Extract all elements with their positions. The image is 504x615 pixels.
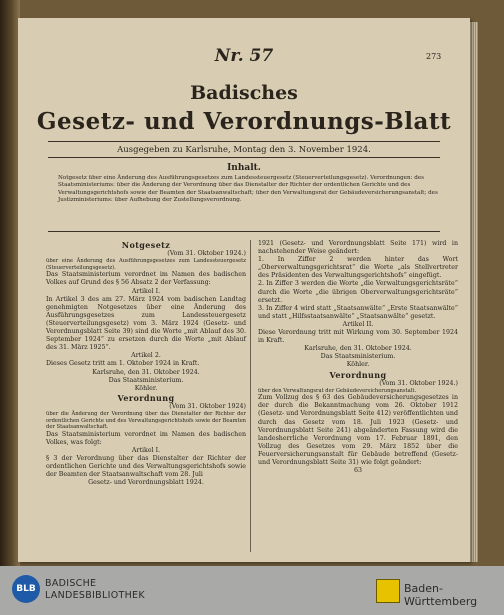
masthead-title: Gesetz- und Verordnungs-Blatt [36,108,452,135]
left_column-paragraph: über die Änderung der Verordnung über das Dienstalter der Richter der ordentlichen Gerichte und des Verwaltungsgerichtshofs sowie der Beamten der Staatsanwaltschaft. [46,410,246,431]
blb-logo: BLB [12,575,40,603]
right_column-paragraph: Köhler. [346,361,370,369]
right_column-paragraph: Karlsruhe, den 31. Oktober 1924. [304,345,412,353]
bw-crest-icon [376,579,400,603]
right_column-paragraph: 1. In Ziffer 2 werden hinter das Wort „Oberverwaltungsgerichtsrat“ die Worte „als Stellvertreter des Präsidenten des Verwaltungsgerichtshofs“ eingefügt. [258,256,458,280]
left_column-paragraph: Das Staatsministerium verordnet im Namen des badischen Volkes auf Grund des § 56 Absatz 2 der Verfassung: [46,271,246,287]
right_column-paragraph: 63 [353,467,362,475]
right_column-paragraph: 1921 (Gesetz- und Verordnungsblatt Seite 171) wird in nachstehender Weise geändert: [258,240,458,256]
right_column-paragraph: Artikel II. [342,320,374,328]
left_column-paragraph: § 3 der Verordnung über das Dienstalter der Richter der ordentlichen Gerichte und des Verwaltungsgerichtshofs sowie der Beamten der Staatsanwaltschaft vom 28. Juli [46,455,246,479]
right_column-paragraph: (Vom 31. Oktober 1924.) [379,379,458,387]
right_column-paragraph: Zum Vollzug des § 63 des Gebäudeversicherungsgesetzes in der durch die Bekanntmachung vom 26. Oktober 1912 (Gesetz- und Verordnungsblatt Seite 412) veröffentlichten und durch das Gesetz vom 18. Juli 1923 (Gesetz- und Verordnungsblatt Seite 241) abgeänderten Fassung wird die landesherrliche Verordnung vom 17. Februar 1891, den Vollzug des Gesetzes vom 29. März 1852 über die Feuerversicherungsanstalt für Gebäude betreffend (Gesetz- und Verordnungsblatt Seite 31) wie folgt geändert: [258,394,458,467]
right_column-paragraph: Das Staatsministerium. [320,353,396,361]
book-binding [0,0,20,566]
left_column-paragraph: Karlsruhe, den 31. Oktober 1924. [92,368,200,376]
left_column-heading: Notgesetz [121,240,171,250]
issue-date-line: Ausgegeben zu Karlsruhe, Montag den 3. November 1924. [117,145,371,155]
masthead-rule-top [48,141,440,142]
blb-wordmark [45,578,145,602]
masthead-rule-bottom [48,157,440,158]
right-column [258,240,458,475]
left_column-paragraph: Artikel 2. [131,352,161,360]
left_column-paragraph: Gesetz- und Verordnungsblatt 1924. [88,479,204,487]
issue-number: Nr. 57 [214,46,274,66]
left_column-paragraph: Artikel I. [131,287,161,295]
left_column-paragraph: Das Staatsministerium verordnet im Namen des badischen Volkes, was folgt: [46,430,246,446]
contents-text: Notgesetz über eine Änderung des Ausführungsgesetzes zum Landessteuergesetz (Steuerverteilungsgesetz). Verordnungen: des Staatsministeriums: über die Änderung der Verordnung über das Dienstalter der Richter der ordentlichen Gerichte und des Verwaltungsgerichtshofs sowie der Beamten der Staatsanwaltschaft; über den Verwaltungsrat der Gebäudeversicherungsanstalt; des Justizministeriums: über Aufhebung der Zustellungsverordnung. [58,175,438,204]
left_column-paragraph: Artikel I. [131,446,161,454]
left_column-paragraph: (Vom 31. Oktober 1924) [169,402,246,410]
right_column-paragraph: 2. In Ziffer 3 werden die Worte „die Verwaltungsgerichtsräte“ durch die Worte „die übrigen Oberverwaltungsgerichtsräte“ ersetzt. [258,280,458,304]
contents-rule [48,231,440,232]
left_column-paragraph: Köhler. [134,384,158,392]
left_column-paragraph: Das Staatsministerium. [108,376,184,384]
right_column-paragraph: 3. In Ziffer 4 wird statt „Staatsanwälte“ „Erste Staatsanwälte“ und statt „Hilfsstaatsanwälte“ „Staatsanwälte“ gesetzt. [258,304,458,320]
left-column [46,240,246,487]
bw-label: Baden-Württemberg [404,582,478,608]
left_column-heading: Verordnung [117,392,175,403]
column-divider [250,240,251,552]
page-number: 273 [426,52,442,61]
document-page [18,18,470,562]
blb-line2: LANDESBIBLIOTHEK [45,590,145,601]
left_column-paragraph: Dieses Gesetz tritt am 1. Oktober 1924 in Kraft. [46,360,200,368]
masthead-line1: Badisches [190,82,298,104]
right_column-paragraph: Diese Verordnung tritt mit Wirkung vom 30. September 1924 in Kraft. [258,329,458,345]
left_column-paragraph: über eine Änderung des Ausführungsgesetzes zum Landessteuergesetz (Steuerverteilungsgesetz). [46,258,246,271]
blb-line1: BADISCHE [45,578,97,589]
right_column-paragraph: über den Verwaltungsrat der Gebäudeversicherungsanstalt. [258,387,417,394]
left_column-paragraph: (Vom 31. Oktober 1924.) [167,250,246,258]
left_column-paragraph: In Artikel 3 des am 27. März 1924 vom badischen Landtag genehmigten Notgesetzes über eine Änderung des Ausführungsgesetzes zum Landessteuergesetz (Steuerverteilungsgesetz) vom 3. März 1924 (Gesetz- und Verordnungsblatt Seite 39) sind die Worte „mit Ablauf des 30. September 1924“ zu ersetzen durch die Worte „mit Ablauf des 31. März 1925“. [46,295,246,352]
contents-heading: Inhalt. [227,163,261,173]
right_column-heading: Verordnung [329,369,387,380]
